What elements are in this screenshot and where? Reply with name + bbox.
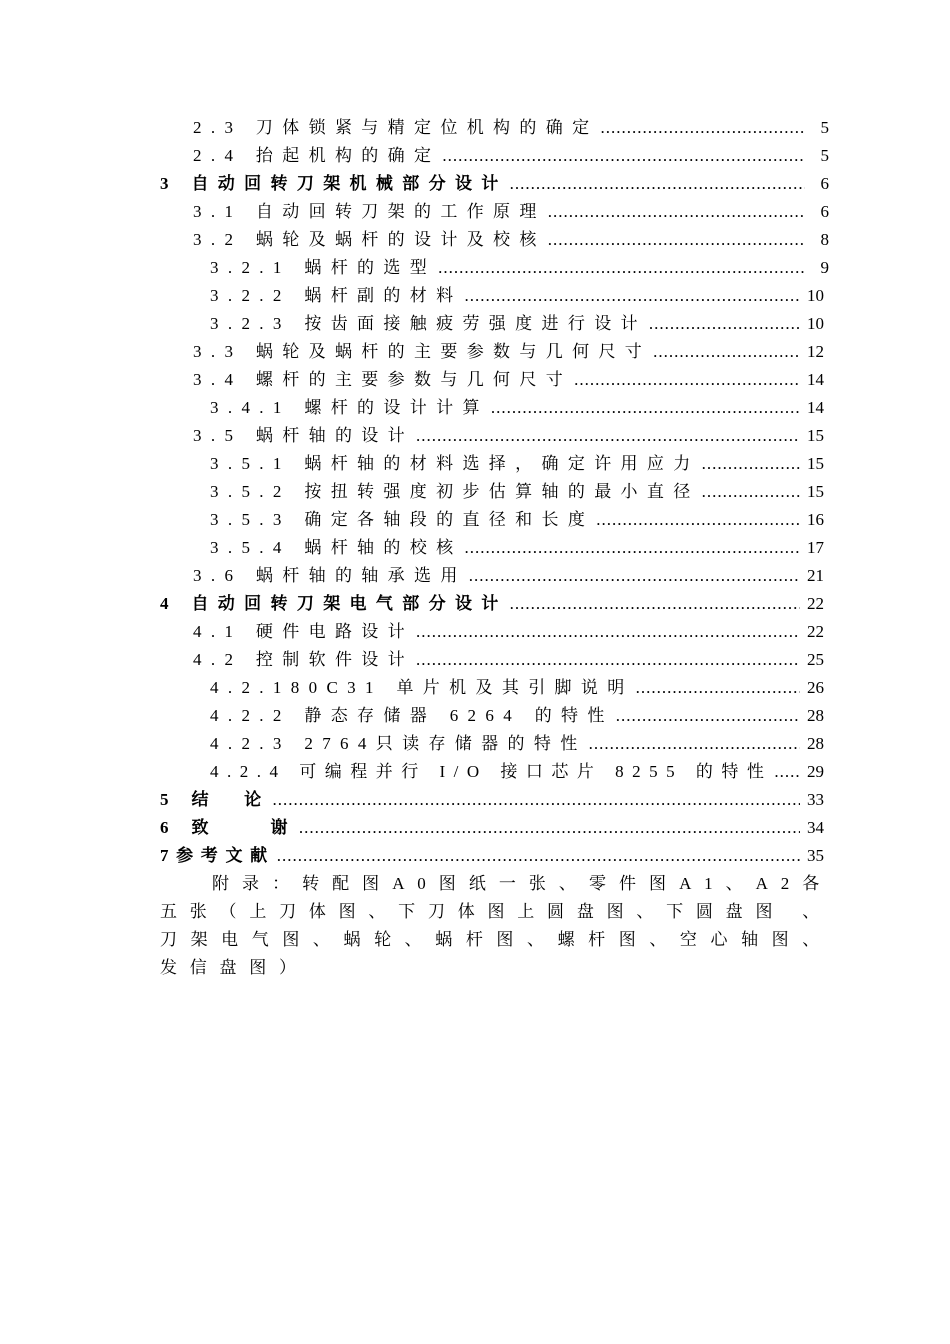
toc-entry[interactable] bbox=[210, 702, 824, 730]
leader-dots bbox=[469, 562, 800, 590]
toc-entry-title: 3.2.3 按齿面接触疲劳强度进行设计 bbox=[210, 314, 647, 333]
toc-entry-page: 17 bbox=[807, 538, 824, 557]
toc-entry-page: 14 bbox=[807, 398, 824, 417]
toc-entry[interactable] bbox=[193, 142, 829, 170]
leader-dots bbox=[273, 786, 801, 814]
toc-entry[interactable] bbox=[160, 786, 824, 814]
toc-entry-page: 34 bbox=[807, 818, 824, 837]
toc-entry[interactable] bbox=[193, 198, 829, 226]
leader-dots bbox=[277, 842, 800, 870]
toc-entry[interactable] bbox=[193, 618, 824, 646]
leader-dots bbox=[491, 394, 800, 422]
leader-dots bbox=[510, 170, 805, 198]
toc-entry-title: 4.1 硬件电路设计 bbox=[193, 622, 414, 641]
toc-entry-page: 5 bbox=[820, 146, 829, 165]
toc-entry-page: 10 bbox=[807, 314, 824, 333]
toc-entry-page: 28 bbox=[807, 734, 824, 753]
toc-entry[interactable] bbox=[193, 422, 824, 450]
leader-dots bbox=[548, 198, 805, 226]
leader-dots bbox=[616, 702, 800, 730]
toc-entry-page: 22 bbox=[807, 594, 824, 613]
toc-entry-title: 3.1 自动回转刀架的工作原理 bbox=[193, 202, 546, 221]
toc-entry[interactable] bbox=[210, 254, 829, 282]
toc-entry-title: 4 自动回转刀架电气部分设计 bbox=[160, 594, 508, 613]
toc-entry-page: 25 bbox=[807, 650, 824, 669]
toc-entry-title: 3.5.3 确定各轴段的直径和长度 bbox=[210, 510, 595, 529]
leader-dots bbox=[702, 478, 800, 506]
toc-entry-title: 3.5 蜗杆轴的设计 bbox=[193, 426, 414, 445]
toc-entry-page: 26 bbox=[807, 678, 824, 697]
toc-entry-page: 28 bbox=[807, 706, 824, 725]
toc-entry-title: 3 自动回转刀架机械部分设计 bbox=[160, 174, 508, 193]
toc-entry-title: 2.4 抬起机构的确定 bbox=[193, 146, 441, 165]
toc-entry[interactable] bbox=[193, 226, 829, 254]
toc-entry-page: 8 bbox=[820, 230, 829, 249]
toc-entry-page: 15 bbox=[807, 482, 824, 501]
leader-dots bbox=[438, 254, 805, 282]
toc-entry-title: 6 致 谢 bbox=[160, 818, 297, 837]
leader-dots bbox=[299, 814, 800, 842]
toc-entry-page: 21 bbox=[807, 566, 824, 585]
toc-entry-page: 15 bbox=[807, 426, 824, 445]
leader-dots bbox=[702, 450, 800, 478]
leader-dots bbox=[416, 618, 800, 646]
toc-entry-title: 3.5.4 蜗杆轴的校核 bbox=[210, 538, 463, 557]
leader-dots bbox=[600, 114, 805, 142]
toc-entry[interactable] bbox=[210, 758, 824, 786]
toc-entry-title: 4.2.4 可编程并行 I/O 接口芯片 8255 的特性 bbox=[210, 762, 773, 781]
leader-dots bbox=[464, 282, 800, 310]
toc-entry-page: 29 bbox=[807, 762, 824, 781]
toc-entry-page: 16 bbox=[807, 510, 824, 529]
toc-entry[interactable] bbox=[160, 814, 824, 842]
toc-entry-title: 3.6 蜗杆轴的轴承选用 bbox=[193, 566, 467, 585]
toc-entry[interactable] bbox=[210, 478, 824, 506]
toc-entry-title: 3.5.2 按扭转强度初步估算轴的最小直径 bbox=[210, 482, 700, 501]
toc-entry-page: 5 bbox=[820, 118, 829, 137]
toc-entry[interactable] bbox=[193, 646, 824, 674]
toc-entry-page: 15 bbox=[807, 454, 824, 473]
toc-entry-title: 3.3 蜗轮及蜗杆的主要参数与几何尺寸 bbox=[193, 342, 652, 361]
leader-dots bbox=[510, 590, 800, 618]
toc-entry-title: 4.2.2 静态存储器 6264 的特性 bbox=[210, 706, 614, 725]
leader-dots bbox=[589, 730, 800, 758]
leader-dots bbox=[636, 674, 800, 702]
toc-entry[interactable] bbox=[193, 338, 824, 366]
toc-entry-title: 7参考文献 bbox=[160, 846, 275, 865]
toc-entry-page: 22 bbox=[807, 622, 824, 641]
toc-entry[interactable] bbox=[193, 562, 824, 590]
toc-entry-page: 9 bbox=[820, 258, 829, 277]
toc-entry-page: 33 bbox=[807, 790, 824, 809]
leader-dots bbox=[596, 506, 800, 534]
toc-entry-page: 12 bbox=[807, 342, 824, 361]
toc-entry-title: 4.2 控制软件设计 bbox=[193, 650, 414, 669]
toc-entry-title: 3.2.2 蜗杆副的材料 bbox=[210, 286, 463, 305]
toc-entry-title: 3.5.1 蜗杆轴的材料选择，确定许用应力 bbox=[210, 454, 700, 473]
leader-dots bbox=[548, 226, 805, 254]
toc-entry-title: 3.2.1 蜗杆的选型 bbox=[210, 258, 437, 277]
toc-entry[interactable] bbox=[210, 506, 824, 534]
toc-entry[interactable] bbox=[160, 170, 829, 198]
toc-entry[interactable] bbox=[193, 114, 829, 142]
toc-entry[interactable] bbox=[210, 534, 824, 562]
leader-dots bbox=[416, 422, 800, 450]
toc-entry[interactable] bbox=[210, 450, 824, 478]
toc-entry-page: 6 bbox=[820, 202, 829, 221]
leader-dots bbox=[416, 646, 800, 674]
toc-entry-title: 3.4 螺杆的主要参数与几何尺寸 bbox=[193, 370, 573, 389]
toc-entry[interactable] bbox=[210, 394, 824, 422]
leader-dots bbox=[653, 338, 800, 366]
appendix-note: 附录：转配图A0图纸一张、零件图A1、A2各五张（上刀体图、下刀体图上圆盘图、下圆盘图 、刀架电气图、蜗轮、蜗杆图、螺杆图、空心轴图、发信盘图） bbox=[160, 874, 832, 977]
toc-entry[interactable] bbox=[210, 674, 824, 702]
toc-entry-title: 5 结 论 bbox=[160, 790, 271, 809]
leader-dots bbox=[649, 310, 800, 338]
toc-entry-title: 2.3 刀体锁紧与精定位机构的确定 bbox=[193, 118, 599, 137]
toc-entry-page: 6 bbox=[820, 174, 829, 193]
toc-entry-title: 3.2 蜗轮及蜗杆的设计及校核 bbox=[193, 230, 546, 249]
toc-entry[interactable] bbox=[210, 282, 824, 310]
leader-dots bbox=[442, 142, 805, 170]
toc-entry[interactable] bbox=[160, 590, 824, 618]
toc-entry-page: 35 bbox=[807, 846, 824, 865]
toc-entry-title: 3.4.1 螺杆的设计计算 bbox=[210, 398, 489, 417]
toc-entry[interactable] bbox=[210, 310, 824, 338]
toc-entry-page: 10 bbox=[807, 286, 824, 305]
leader-dots bbox=[574, 366, 800, 394]
toc-entry[interactable] bbox=[160, 842, 824, 870]
toc-entry[interactable] bbox=[210, 730, 824, 758]
toc-entry-title: 4.2.3 2764只读存储器的特性 bbox=[210, 734, 587, 753]
toc-entry-title: 4.2.180C31 单片机及其引脚说明 bbox=[210, 678, 634, 697]
leader-dots bbox=[774, 758, 800, 786]
toc-entry-page: 14 bbox=[807, 370, 824, 389]
leader-dots bbox=[464, 534, 800, 562]
toc-entry[interactable] bbox=[193, 366, 824, 394]
